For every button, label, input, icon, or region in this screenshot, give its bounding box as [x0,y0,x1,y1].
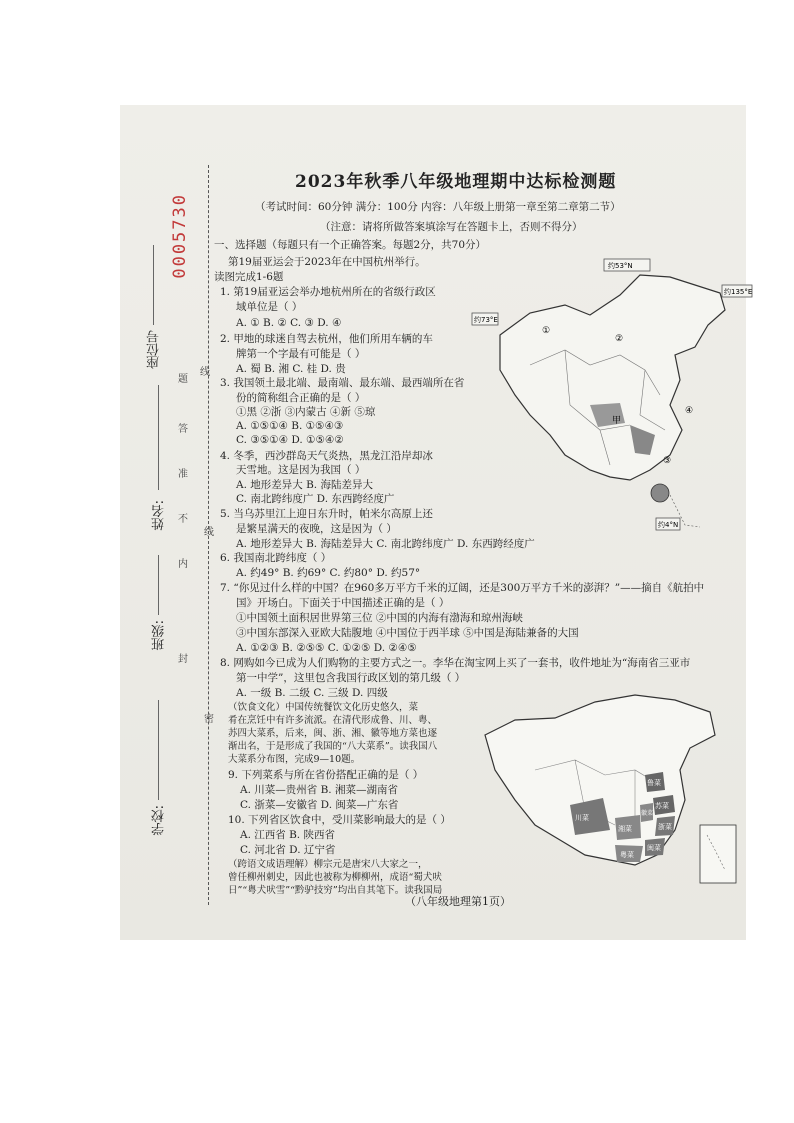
q3-text: 3. 我国领土最北端、最南端、最东端、最西端所在省 [220,377,465,389]
cuisine-label: 粤菜 [620,851,634,859]
q7-choices-2: ③中国东部深入亚欧大陆腹地 ④中国位于西半球 ⑤中国是海陆兼备的大国 [236,627,579,639]
q5-text: 5. 当乌苏里江上迎日东升时，帕米尔高原上还 [220,508,433,520]
map-marker-jia: 甲 [612,416,622,426]
q10-options-cd: C. 河北省 D. 辽宁省 [240,844,336,856]
school-label: 学校: [152,805,167,836]
q1-text-cont: 域单位是（ ） [236,301,303,313]
seal-char: 准 [178,469,188,480]
china-outline-2 [485,695,715,865]
q4-text: 4. 冬季，西沙群岛天气炎热，黑龙江沿岸却冰 [220,450,433,462]
q7-options: A. ①②③ B. ②⑤⑤ C. ①②⑤ D. ②④⑤ [236,642,417,654]
food-culture-text: （饮食文化）中国传统餐饮文化历史悠久，菜 [228,702,419,713]
lat-4-label: 约4°N [658,521,679,529]
idiom-text: 日”“粤犬吠雪”“黔驴技穷”均出自其笔下。读我国局 [228,885,443,896]
q4-options-ab: A. 地形差异大 B. 海陆差异大 [236,479,373,491]
map-marker-1: ① [542,326,551,336]
q9-text: 9. 下列菜系与所在省份搭配正确的是（ ） [228,769,424,781]
q7-text-cont: 国》开场白。下面关于中国描述正确的是（ ） [236,597,450,609]
q6-options: A. 约49° B. 约69° C. 约80° D. 约57° [236,567,421,579]
south-sea-inset [700,825,736,883]
school-line [158,700,159,800]
q10-text: 10. 下列省区饮食中，受川菜影响最大的是（ ） [228,814,451,826]
q4-text-cont: 天雪地。这是因为我国（ ） [236,464,366,476]
seal-char: 线 [204,527,214,538]
map-marker-2: ② [615,334,624,344]
cuisine-label: 湘菜 [618,825,632,833]
food-culture-text: 大菜系分布图，完成9—10题。 [228,754,361,765]
china-map [470,255,753,535]
cuisine-label: 闽菜 [647,844,661,852]
food-culture-text: 肴在烹饪中有许多流派。在清代形成鲁、川、粤、 [228,715,438,726]
q1-text: 1. 第19届亚运会举办地杭州所在的省级行政区 [220,286,436,298]
idiom-text: （跨语文成语理解）柳宗元是唐宋八大家之一， [228,859,428,870]
q3-choices: ①黑 ②浙 ③内蒙古 ④新 ⑤琼 [236,406,376,418]
lon-73-label: 约73°E [474,316,498,324]
q8-text: 8. 网购如今已成为人们购物的主要方式之一。李华在淘宝网上买了一套书，收件地址为“海南省三亚市 [220,657,691,669]
class-line [158,555,159,615]
exam-meta: （考试时间：60分钟 满分：100分 内容：八年级上册第一章至第二章第二节） [255,201,621,213]
seat-label: 座位号 [147,330,162,369]
serial-number: 0005730 [170,193,190,279]
q9-options-cd: C. 浙菜—安徽省 D. 闽菜—广东省 [240,799,399,811]
cuisine-label: 鲁菜 [647,779,661,787]
exam-paper [120,105,753,940]
section-heading: 一、选择题（每题只有一个正确答案。每题2分，共70分） [214,239,487,251]
map-marker-3: ③ [663,456,672,466]
cuisine-label: 苏菜 [655,802,669,810]
q3-text-cont: 份的简称组合正确的是（ ） [236,392,366,404]
q9-options-ab: A. 川菜—贵州省 B. 湘菜—湖南省 [240,784,398,796]
q2-text-cont: 牌第一个字最有可能是（ ） [236,348,366,360]
map-marker-4: ④ [685,406,694,416]
q10-options-ab: A. 江西省 B. 陕西省 [240,829,335,841]
name-label: 姓名: [152,500,167,531]
seal-char: 内 [178,559,188,570]
food-culture-text: 苏四大菜系，后来，闽、浙、湘、徽等地方菜也逐 [228,728,438,739]
idiom-text: 曾任柳州刺史，因此也被称为柳柳州，成语“蜀犬吠 [228,872,442,883]
china-outline [500,275,725,480]
exam-notice: （注意：请将所做答案填涂写在答题卡上，否则不得分） [320,221,583,233]
cuisine-label: 川菜 [575,814,589,822]
q8-text-cont: 第一中学”，这里包含我国行政区划的第几级（ ） [236,672,466,684]
q3-options-ab: A. ①⑤①④ B. ①⑤④③ [236,420,344,432]
seat-line [153,245,154,325]
q6-text: 6. 我国南北跨纬度（ ） [220,552,332,564]
seal-char: 密 [204,714,214,725]
read-instruction: 读图完成1-6题 [214,271,284,283]
seal-char: 不 [178,514,188,525]
q7-choices-1: ①中国领土面积居世界第三位 ②中国的内海有渤海和琼州海峡 [236,612,523,624]
q2-text: 2. 甲地的球迷自驾去杭州，他们所用车辆的车 [220,333,433,345]
q8-options: A. 一级 B. 二级 C. 三级 D. 四级 [236,687,388,699]
q3-options-cd: C. ③⑤①④ D. ①⑤④② [236,434,344,446]
intro-text: 第19届亚运会于2023年在中国杭州举行。 [228,256,426,268]
q2-options: A. 蜀 B. 湘 C. 桂 D. 贵 [236,363,346,375]
lon-135-label: 约135°E [724,288,753,296]
food-culture-text: 渐出名，于是形成了我国的“八大菜系”。读我国八 [228,741,438,752]
seal-char: 线 [200,367,210,378]
exam-title: 2023年秋季八年级地理期中达标检测题 [295,172,617,192]
seal-char: 题 [178,374,188,385]
class-label: 班级: [152,620,167,651]
page-footer: （八年级地理第1页） [405,895,511,908]
seal-char: 答 [178,424,188,435]
cuisine-label: 徽菜 [641,810,654,817]
lat-53-label: 约53°N [608,262,633,270]
seal-char: 封 [178,654,188,665]
q5-text-cont: 是繁星满天的夜晚，这是因为（ ） [236,523,397,535]
q7-text: 7. “你见过什么样的中国？在960多万平方千米的辽阔，还是300万平方千米的澎湃？”——摘自《航拍中 [220,582,705,594]
hainan-island [651,484,669,502]
q4-options-cd: C. 南北跨纬度广 D. 东西跨经度广 [236,493,395,505]
cuisine-map [475,690,746,890]
q1-options: A. ① B. ② C. ③ D. ④ [236,317,342,329]
name-line [158,385,159,490]
photo-frame [120,105,753,940]
cuisine-label: 浙菜 [658,823,672,831]
q5-options: A. 地形差异大 B. 海陆差异大 C. 南北跨纬度广 D. 东西跨经度广 [236,538,535,550]
